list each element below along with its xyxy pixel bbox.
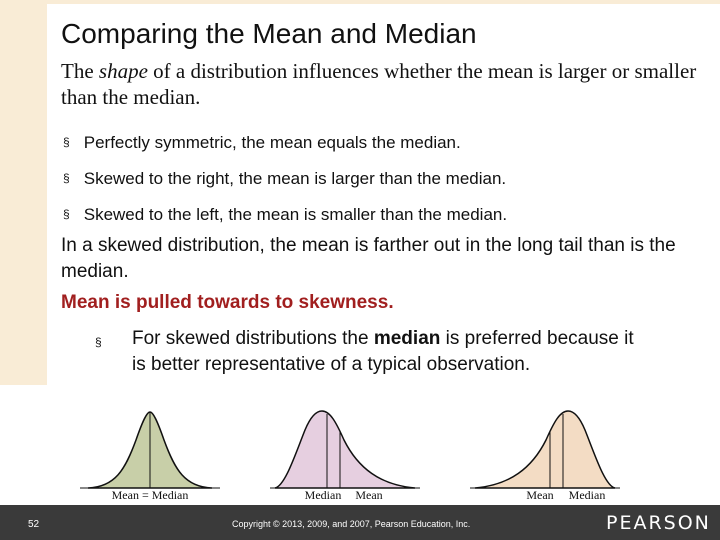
slide-title: Comparing the Mean and Median (61, 18, 477, 49)
top-accent-bar (47, 0, 720, 4)
distribution-curves (80, 400, 640, 505)
slide-subtitle (61, 58, 701, 110)
bullet-item (63, 133, 507, 169)
skew-paragraph: In a skewed distribution, the mean is farther out in the long tail than is the median. (61, 235, 676, 282)
subtitle-post: of a distribution influences whether the mean is larger or smaller than the median. (61, 59, 697, 109)
left-skew-label-median: Median (568, 488, 606, 502)
sidebar-accent (0, 0, 47, 385)
bullet-text: Skewed to the left, the mean is smaller than the median. (83, 205, 508, 224)
subtitle-italic: shape (98, 59, 148, 83)
sub-bullet-bold: median (373, 328, 441, 349)
bullet-item (63, 169, 507, 205)
bullet-list (63, 133, 507, 241)
right-skew-curve (270, 411, 420, 502)
bullet-text: Perfectly symmetric, the mean equals the median. (83, 133, 461, 152)
subtitle-pre: The (61, 59, 99, 83)
sub-bullet-text (132, 326, 635, 378)
sub-bullet (95, 326, 635, 378)
bullet-marker: § (63, 207, 70, 221)
left-skew-curve (470, 411, 620, 502)
bullet-text: Skewed to the right, the mean is larger than the median. (83, 169, 507, 188)
bullet-marker: § (63, 135, 70, 149)
left-skew-fill (475, 411, 615, 488)
pearson-logo: PEARSON (606, 512, 711, 534)
copyright-notice: Copyright © 2013, 2009, and 2007, Pearson Education, Inc. (232, 519, 471, 529)
bullet-marker: § (95, 335, 102, 349)
right-skew-label-median: Median (304, 488, 342, 502)
right-skew-label-mean: Mean (355, 488, 383, 502)
right-skew-fill (275, 411, 415, 488)
sub-bullet-pre: For skewed distributions the (132, 328, 374, 349)
symmetric-label: Mean = Median (111, 488, 189, 502)
sub-bullet-post: is preferred because it is better representative of a typical observation. (132, 328, 634, 375)
left-skew-label-mean: Mean (526, 488, 554, 502)
symmetric-curve (80, 412, 220, 502)
page-number: 52 (28, 519, 40, 530)
bullet-marker: § (63, 171, 70, 185)
emphasis-line: Mean is pulled towards to skewness. (61, 292, 394, 313)
